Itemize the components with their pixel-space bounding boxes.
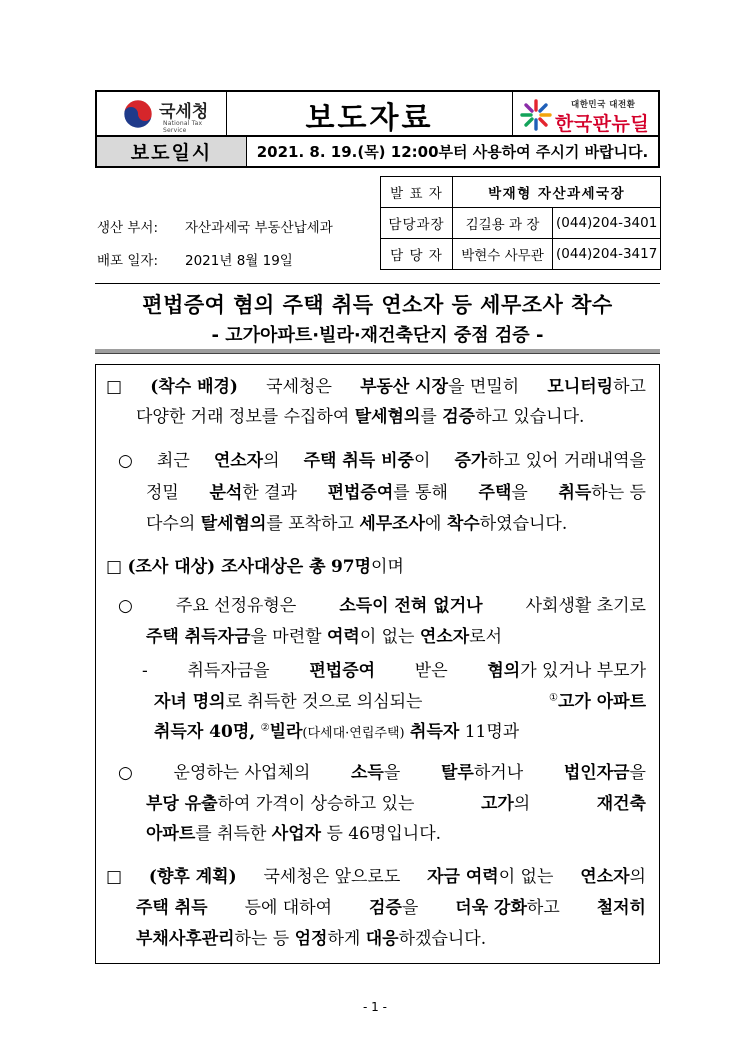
bullet-circle-icon: ○ [118,763,133,783]
text-fragment: 의 [513,794,531,814]
section-box-icon: □ [106,377,123,397]
bullet-3-line-2 [146,792,646,816]
text-fragment: 하고 [613,377,646,397]
text-fragment: 부채사후관리 [136,929,235,949]
text-fragment: 을 [629,763,646,783]
text-fragment: 11명과 [464,722,520,742]
text-fragment: 하고 있어 거래내역을 [487,451,646,471]
text-fragment: 탈세혐의 [354,407,421,427]
text-fragment: 연소자 [580,867,630,887]
section-plan-line-2 [136,896,646,920]
text-fragment: 재건축 [596,794,646,814]
date-value: 2021년 8월 19일 [185,253,293,269]
campaign-slogan: 대한민국 대전환 [571,100,636,110]
table-row [381,208,661,239]
dash-icon: - [142,661,148,681]
doc-type-title: 보도자료 [305,100,434,136]
section-heading: (향후 계획) [148,867,237,887]
section-plan-line-1 [106,865,646,889]
dept-line [97,216,333,236]
title-top-rule [95,283,660,284]
table-row [381,177,661,208]
bullet-circle-icon: ○ [118,596,133,616]
text-fragment: 주택 취득 비중 [303,451,414,471]
agency-name: 국세청 [159,102,209,122]
text-fragment: 세무조사 [359,514,426,534]
text-fragment: 소득이 전혀 없거나 [339,596,483,616]
text-fragment: 하여 가격이 상승하고 있는 [217,794,415,814]
text-fragment: 하거나 [473,763,524,783]
text-fragment: 혐의 [487,661,521,681]
text-fragment: 국세청은 앞으로도 [263,867,401,887]
text-fragment: 고가 [480,794,514,814]
taegeuk-emblem-icon [123,99,153,129]
page-subtitle: - 고가아파트·빌라·재건축단지 중점 검증 - [211,325,544,346]
text-fragment: 편법증여 [309,661,376,681]
title-bottom-rule [95,349,660,354]
text-fragment: 주요 선정유형은 [175,596,297,616]
text-fragment: 을 [383,763,401,783]
text-fragment: 등 46명입니다. [326,824,442,844]
text-fragment: 부동산 시장 [360,377,449,397]
text-fragment: 빌라 [269,722,303,742]
body-content-box [95,364,660,964]
text-fragment: 사회생활 초기로 [525,596,646,616]
text-fragment: 를 취득한 [195,824,267,844]
text-fragment: 검증 [442,407,476,427]
manager-name: 김길용 과 장 [453,208,553,239]
text-fragment: 고가 아파트 [557,692,646,712]
text-fragment: 한 결과 [242,483,297,503]
text-fragment: 의 [263,451,280,471]
text-fragment: 하겠습니다. [398,929,487,949]
text-fragment: 취득자금을 [187,661,270,681]
text-fragment: 취득자 40명, [154,722,256,742]
header-top-row [97,92,658,137]
text-fragment: 엄정 [294,929,328,949]
text-fragment: 운영하는 사업체의 [173,763,311,783]
text-fragment: 주택 [478,483,512,503]
text-fragment: 취득 [558,483,592,503]
table-row [381,239,661,270]
dash-1-line-1 [142,659,646,683]
staff-label: 담 당 자 [381,239,453,270]
text-fragment: 하였습니다. [479,514,568,534]
text-fragment: 이 [413,451,431,471]
section-box-icon: □ [106,557,123,577]
text-fragment: (다세대·연립주택) [302,726,405,741]
campaign-name: 한국판뉴딜 [555,113,650,135]
bullet-2-line-1 [118,594,646,618]
text-fragment: 국세청은 [266,377,332,397]
text-fragment: 연소자 [213,451,264,471]
text-fragment: 증가 [454,451,488,471]
release-text: 2021. 8. 19.(목) 12:00부터 사용하여 주시기 바랍니다. [256,143,649,161]
text-fragment: 정밀 [146,483,179,503]
text-fragment: 하고 [526,898,560,918]
text-fragment: 주택 취득 [136,898,208,918]
text-fragment: 등에 대하여 [244,898,333,918]
staff-phone: (044)204-3417 [553,239,661,270]
text-fragment: 대응 [365,929,399,949]
date-label: 배포 일자: [97,253,159,269]
bullet-1-line-1 [118,449,646,473]
text-fragment: 이 없는 [359,627,415,647]
text-fragment: 다양한 거래 정보를 수집하여 [136,407,350,427]
section-target-line [106,555,404,579]
manager-phone: (044)204-3401 [553,208,661,239]
korean-new-deal-logo [512,92,658,137]
text-fragment: 가 있거나 부모가 [520,661,646,681]
text-fragment: 모니터링 [547,377,614,397]
text-fragment: 를 포착하고 [266,514,354,534]
manager-label: 담당과장 [381,208,453,239]
bullet-1-line-2 [146,481,646,505]
dept-value: 자산과세국 부동산납세과 [185,220,333,236]
text-fragment: 을 [401,898,419,918]
press-release-header [95,90,660,168]
staff-name: 박현수 사무관 [453,239,553,270]
text-fragment: 철저히 [596,898,646,918]
text-fragment: 하는 등 [234,929,290,949]
text-fragment: 착수 [446,514,480,534]
text-fragment: 를 통해 [393,483,448,503]
text-fragment: 소득 [351,763,384,783]
bullet-2-line-2 [146,625,502,649]
section-heading: (착수 배경) [150,377,238,397]
dept-label: 생산 부서: [97,220,159,236]
text-fragment: 를 [420,407,437,427]
text-fragment: 을 [511,483,528,503]
text-fragment: 사업자 [271,824,322,844]
text-fragment: 하게 [327,929,361,949]
dash-1-line-3 [154,720,519,746]
text-fragment: 자녀 명의 [154,692,226,712]
circled-number-1: ① [549,692,558,704]
text-fragment: 하는 등 [591,483,646,503]
contact-table [380,176,661,270]
page-number: - 1 - [363,1000,387,1014]
text-fragment: 검증 [369,898,402,918]
nts-logo [97,92,227,137]
new-deal-star-icon [519,98,553,132]
text-fragment: 이며 [371,557,404,577]
text-fragment: 97명 [330,557,372,577]
text-fragment: 로서 [469,627,503,647]
text-fragment: 을 마련할 [250,627,322,647]
text-fragment: 아파트 [146,824,196,844]
header-date-row [97,137,658,166]
section-heading: (조사 대상) 조사대상은 총 [127,557,326,577]
text-fragment: 법인자금 [563,763,630,783]
text-fragment: 받은 [414,661,448,681]
text-fragment: 다수의 [146,514,196,534]
dash-1-line-2 [154,690,646,714]
bullet-1-line-3 [146,512,567,536]
text-fragment: 취득자 [410,722,460,742]
text-fragment: 의 [629,867,646,887]
text-fragment: 하고 있습니다. [475,407,585,427]
text-fragment: 탈루 [440,763,474,783]
text-fragment: 이 없는 [498,867,554,887]
agency-name-en: National Tax Service [163,120,203,134]
date-line [97,249,293,269]
section-box-icon: □ [106,867,123,887]
text-fragment: 에 [425,514,442,534]
section-plan-line-3 [136,927,486,951]
presenter-label: 발 표 자 [381,177,453,208]
bullet-3-line-1 [118,761,646,785]
section-background-line-2 [136,405,584,429]
text-fragment: 연소자 [419,627,470,647]
presenter-name: 박재형 자산과세국장 [453,177,661,208]
text-fragment: 최근 [156,451,190,471]
text-fragment: 주택 취득자금 [146,627,251,647]
text-fragment: 로 취득한 것으로 의심되는 [225,692,423,712]
circled-number-2: ② [260,722,270,734]
text-fragment: 탈세혐의 [200,514,267,534]
text-fragment: 분석 [209,483,243,503]
text-fragment: 더욱 강화 [455,898,527,918]
page-title: 편법증여 혐의 주택 취득 연소자 등 세무조사 착수 [142,293,613,317]
text-fragment: 여력 [326,627,360,647]
bullet-3-line-3 [146,822,441,846]
text-fragment: 을 면밀히 [448,377,520,397]
bullet-circle-icon: ○ [118,451,133,471]
text-fragment: 부당 유출 [146,794,218,814]
text-fragment: 편법증여 [327,483,394,503]
section-background-line-1 [106,375,646,399]
release-label: 보도일시 [97,137,247,166]
text-fragment: 자금 여력 [427,867,499,887]
